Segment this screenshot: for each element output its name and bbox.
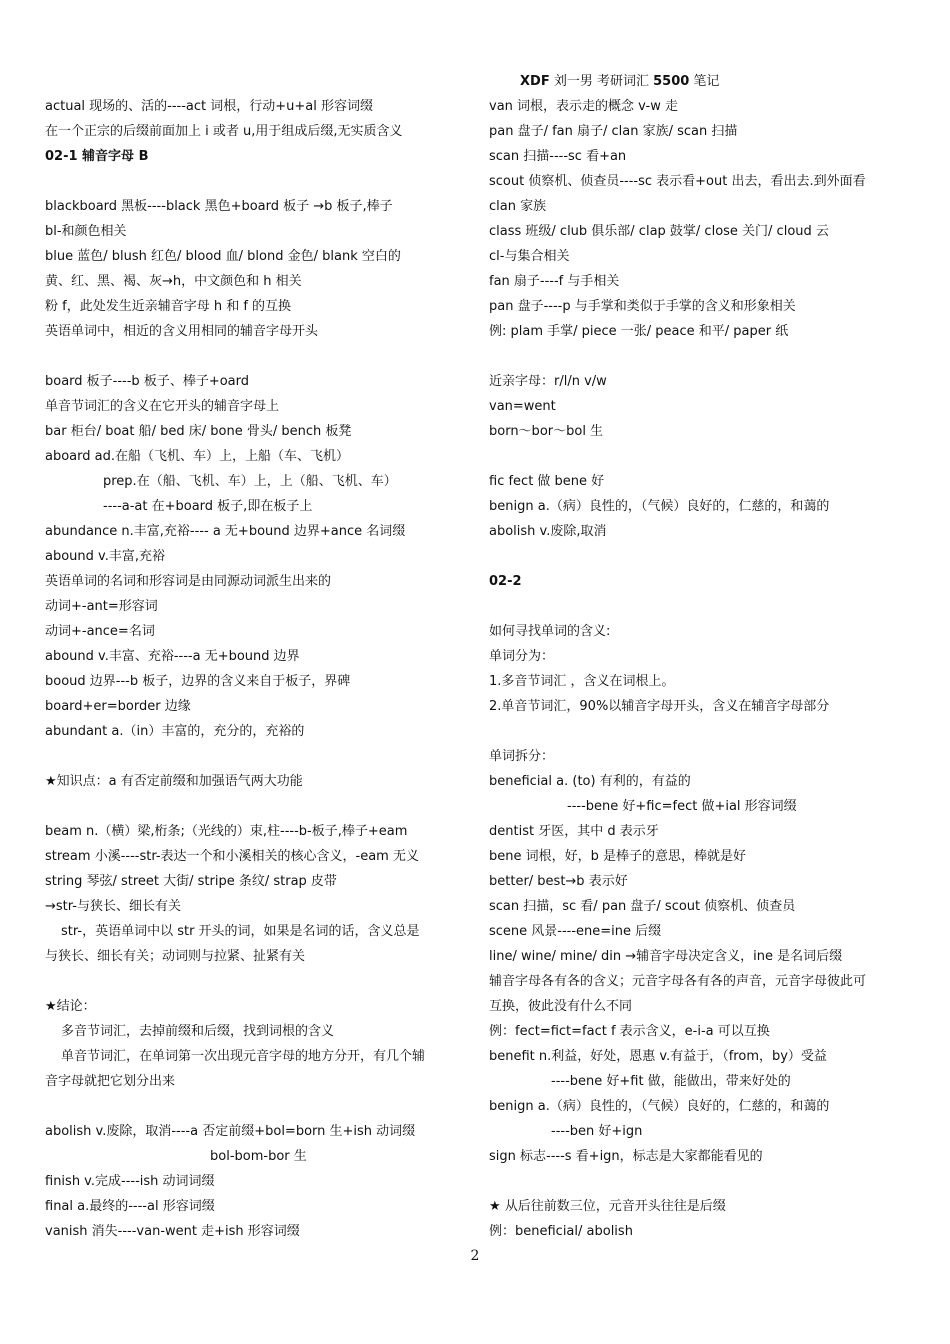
text-line: booud 边界---b 板子，边界的含义来自于板子，界碑 <box>45 674 351 689</box>
text-line: ★知识点：a 有否定前缀和加强语气两大功能 <box>45 774 303 789</box>
blank-line <box>489 544 919 569</box>
text-line: 辅音字母各有各的含义；元音字母各有各的声音，元音字母彼此可 <box>489 974 867 989</box>
text-line: 粉 f，此处发生近亲辅音字母 h 和 f 的互换 <box>45 299 292 314</box>
text-line: 与狭长、细长有关；动词则与拉紧、扯紧有关 <box>45 949 306 964</box>
header-number: 5500 <box>653 74 690 89</box>
text-line: 单音节词汇的含义在它开头的辅音字母上 <box>45 399 280 414</box>
text-line: beneficial a. (to) 有利的，有益的 <box>489 774 691 789</box>
text-line: →str-与狭长、细长有关 <box>45 899 181 914</box>
blank-line <box>489 344 919 369</box>
text-line: benefit n.利益，好处，恩惠 v.有益于，（from，by）受益 <box>489 1049 827 1064</box>
blank-line <box>489 444 919 469</box>
text-line: clan 家族 <box>489 199 547 214</box>
text-line: abundance n.丰富,充裕---- a 无+bound 边界+ance 名词缀 <box>45 524 406 539</box>
text-line: 动词+-ant=形容词 <box>45 599 158 614</box>
text-line: 在一个正宗的后缀前面加上 i 或者 u,用于组成后缀,无实质含义 <box>45 124 403 139</box>
blank-line <box>489 1169 919 1194</box>
blank-line <box>45 744 473 769</box>
header-prefix: XDF <box>520 74 550 89</box>
text-line: actual 现场的、活的----act 词根，行动+u+al 形容词缀 <box>45 99 374 114</box>
text-line: 动词+-ance=名词 <box>45 624 155 639</box>
text-line: bene 词根，好，b 是棒子的意思，棒就是好 <box>489 849 747 864</box>
text-line: 音字母就把它划分出来 <box>45 1074 176 1089</box>
text-line: ----bene 好+fit 做，能做出，带来好处的 <box>551 1074 791 1089</box>
text-line: 多音节词汇，去掉前缀和后缀，找到词根的含义 <box>61 1024 335 1039</box>
text-line: blue 蓝色/ blush 红色/ blood 血/ blond 金色/ blank 空白的 <box>45 249 401 264</box>
text-line: ----a-at 在+board 板子,即在板子上 <box>103 499 313 514</box>
text-line: line/ wine/ mine/ din →辅音字母决定含义，ine 是名词后缀 <box>489 949 843 964</box>
text-line: abound v.丰富,充裕 <box>45 549 165 564</box>
blank-line <box>45 169 473 194</box>
text-line: fan 扇子----f 与手相关 <box>489 274 620 289</box>
text-line: prep.在（船、飞机、车）上，上（船、飞机、车） <box>103 474 397 489</box>
text-line: van 词根，表示走的概念 v-w 走 <box>489 99 678 114</box>
text-line: pan 盘子/ fan 扇子/ clan 家族/ scan 扫描 <box>489 124 738 139</box>
text-line: abundant a.（in）丰富的，充分的，充裕的 <box>45 724 305 739</box>
text-line: scout 侦察机、侦查员----sc 表示看+out 出去，看出去.到外面看 <box>489 174 866 189</box>
page-header <box>520 70 719 89</box>
text-line: 单词分为： <box>489 649 555 664</box>
text-line: string 琴弦/ street 大街/ stripe 条纹/ strap 皮带 <box>45 874 337 889</box>
text-line: 02-1 辅音字母 B <box>45 149 149 164</box>
blank-line <box>45 794 473 819</box>
text-line: 互换，彼此没有什么不同 <box>489 999 633 1014</box>
text-line: 2.单音节词汇，90%以辅音字母开头，含义在辅音字母部分 <box>489 699 830 714</box>
text-line: ----ben 好+ign <box>551 1124 643 1139</box>
text-line: blackboard 黑板----black 黑色+board 板子 →b 板子,棒子 <box>45 199 393 214</box>
text-line: board 板子----b 板子、棒子+oard <box>45 374 250 389</box>
text-line: 黄、红、黑、褐、灰→h，中文颜色和 h 相关 <box>45 274 302 289</box>
text-line: 英语单词的名词和形容词是由同源动词派生出来的 <box>45 574 332 589</box>
text-line: abound v.丰富、充裕----a 无+bound 边界 <box>45 649 300 664</box>
blank-line <box>489 719 919 744</box>
text-line: 02-2 <box>489 574 522 589</box>
text-line: 1.多音节词汇 ，含义在词根上。 <box>489 674 675 689</box>
text-line: board+er=border 边缘 <box>45 699 191 714</box>
text-line: sign 标志----s 看+ign，标志是大家都能看见的 <box>489 1149 763 1164</box>
blank-line <box>45 344 473 369</box>
text-line: abolish v.废除,取消 <box>489 524 607 539</box>
text-line: bl-和颜色相关 <box>45 224 127 239</box>
text-line: abolish v.废除，取消----a 否定前缀+bol=born 生+ish 动词缀 <box>45 1124 416 1139</box>
text-line: 例：fect=fict=fact f 表示含义，e-i-a 可以互换 <box>489 1024 770 1039</box>
blank-line <box>45 1094 473 1119</box>
text-line: final a.最终的----al 形容词缀 <box>45 1199 215 1214</box>
text-line: ★结论： <box>45 999 96 1014</box>
text-line: 近亲字母：r/l/n v/w <box>489 374 607 389</box>
text-line: aboard ad.在船（飞机、车）上，上船（车、飞机） <box>45 449 349 464</box>
text-line: dentist 牙医，其中 d 表示牙 <box>489 824 659 839</box>
text-line: bol-bom-bor 生 <box>210 1149 307 1164</box>
text-line: scan 扫描，sc 看/ pan 盘子/ scout 侦察机、侦查员 <box>489 899 796 914</box>
text-line: bar 柜台/ boat 船/ bed 床/ bone 骨头/ bench 板凳 <box>45 424 352 439</box>
page-number: 2 <box>470 1248 480 1264</box>
text-line: vanish 消失----van-went 走+ish 形容词缀 <box>45 1224 300 1239</box>
text-line: finish v.完成----ish 动词词缀 <box>45 1174 215 1189</box>
blank-line <box>489 594 919 619</box>
text-line: better/ best→b 表示好 <box>489 874 628 889</box>
header-suffix: 笔记 <box>689 74 720 89</box>
text-line: van=went <box>489 399 556 414</box>
header-middle: 刘一男 考研词汇 <box>549 74 654 89</box>
text-line: beam n.（横）梁,桁条;（光线的）束,柱----b-板子,棒子+eam <box>45 824 408 839</box>
text-line: stream 小溪----str-表达一个和小溪相关的核心含义，-eam 无义 <box>45 849 419 864</box>
text-line: 例: plam 手掌/ piece 一张/ peace 和平/ paper 纸 <box>489 324 789 339</box>
text-line: scan 扫描----sc 看+an <box>489 149 627 164</box>
text-line: pan 盘子----p 与手掌和类似于手掌的含义和形象相关 <box>489 299 796 314</box>
text-line: class 班级/ club 俱乐部/ clap 鼓掌/ close 关门/ cloud 云 <box>489 224 829 239</box>
text-line: ----bene 好+fic=fect 做+ial 形容词缀 <box>567 799 797 814</box>
text-line: fic fect 做 bene 好 <box>489 474 605 489</box>
text-line: scene 风景----ene=ine 后缀 <box>489 924 662 939</box>
text-line: 单音节词汇，在单词第一次出现元音字母的地方分开，有几个辅 <box>61 1049 426 1064</box>
text-line: born～bor～bol 生 <box>489 424 604 439</box>
text-line: benign a.（病）良性的，（气候）良好的，仁慈的，和蔼的 <box>489 499 830 514</box>
text-line: 例：beneficial/ abolish <box>489 1224 633 1239</box>
text-line: benign a.（病）良性的，（气候）良好的，仁慈的，和蔼的 <box>489 1099 830 1114</box>
right-column <box>489 94 919 1244</box>
text-line: cl-与集合相关 <box>489 249 570 264</box>
blank-line <box>45 969 473 994</box>
text-line: 英语单词中，相近的含义用相同的辅音字母开头 <box>45 324 319 339</box>
text-line: str-，英语单词中以 str 开头的词，如果是名词的话，含义总是 <box>61 924 420 939</box>
text-line: 单词拆分： <box>489 749 555 764</box>
left-column <box>45 94 473 1244</box>
text-line: ★ 从后往前数三位，元音开头往往是后缀 <box>489 1199 726 1214</box>
text-line: 如何寻找单词的含义: <box>489 624 611 639</box>
